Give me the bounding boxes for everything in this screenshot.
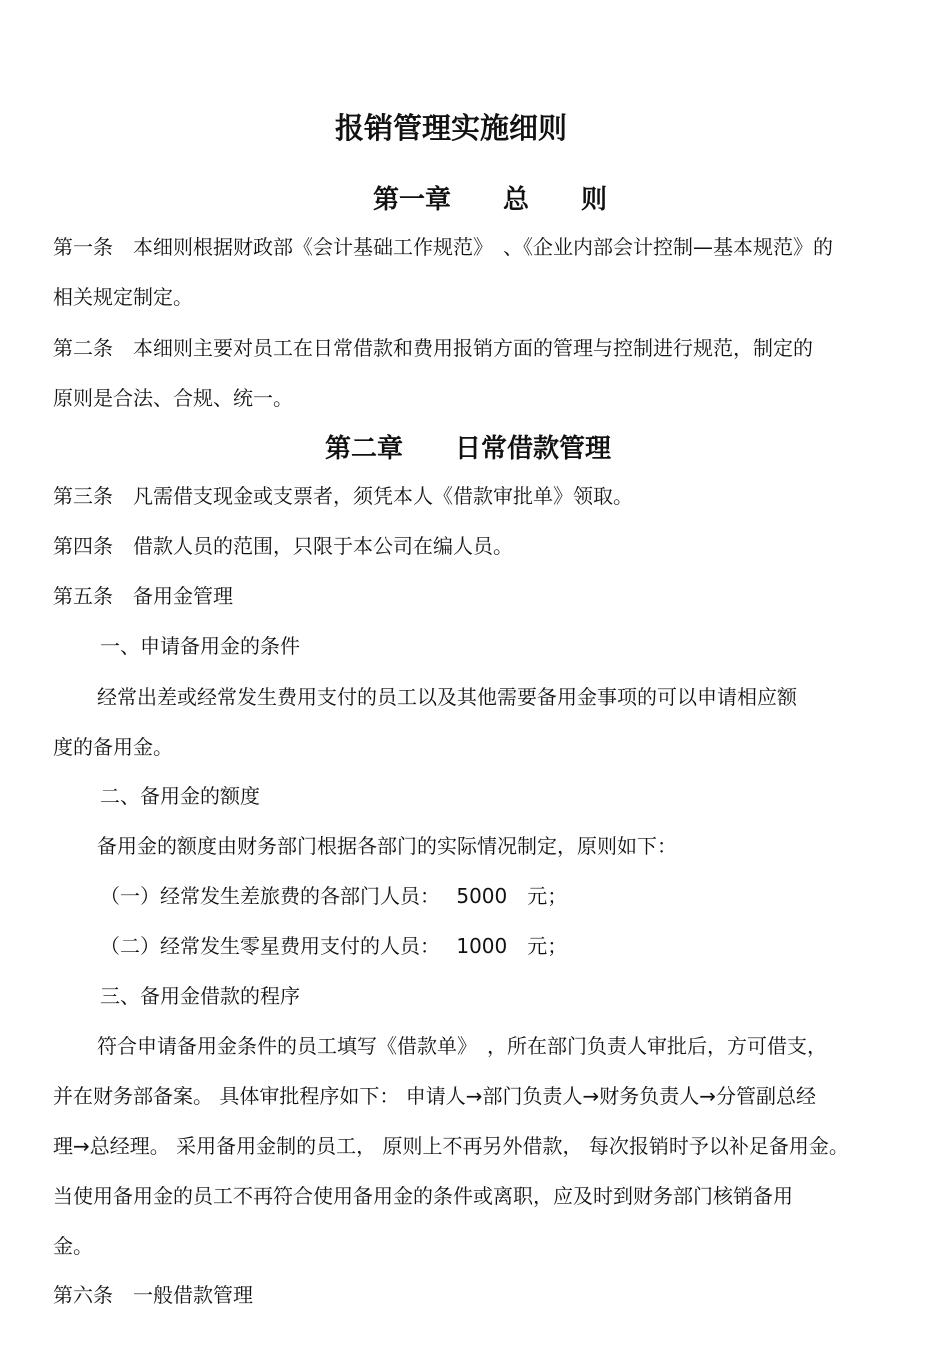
section-1-heading: 一、申请备用金的条件	[100, 634, 300, 658]
section-2-text: 备用金的额度由财务部门根据各部门的实际情况制定，原则如下：	[97, 834, 677, 858]
article-1-line-1: 第一条 本细则根据财政部《会计基础工作规范》 、《企业内部会计控制—基本规范》的	[53, 235, 833, 259]
article-5-heading: 第五条 备用金管理	[53, 584, 233, 608]
chapter-2-heading: 第二章 日常借款管理	[325, 434, 612, 464]
article-2-line-2: 原则是合法、合规、统一。	[53, 386, 293, 410]
section-1-line-1: 经常出差或经常发生费用支付的员工以及其他需要备用金事项的可以申请相应额	[97, 685, 797, 709]
section-3-line-5: 金。	[53, 1234, 93, 1258]
article-3: 第三条 凡需借支现金或支票者，须凭本人《借款审批单》领取。	[53, 484, 633, 508]
section-3-heading: 三、备用金借款的程序	[100, 984, 300, 1008]
document-title: 报销管理实施细则	[335, 111, 568, 145]
section-2-item-2: （二）经常发生零星费用支付的人员： 1000 元；	[100, 934, 568, 958]
section-2-heading: 二、备用金的额度	[100, 784, 260, 808]
section-3-line-3: 理→总经理。 采用备用金制的员工， 原则上不再另外借款， 每次报销时予以补足备用金。	[53, 1134, 849, 1158]
article-6-heading: 第六条 一般借款管理	[53, 1283, 253, 1307]
chapter-1-heading: 第一章 总 则	[373, 185, 608, 215]
section-3-line-1: 符合申请备用金条件的员工填写《借款单》 ，所在部门负责人审批后，方可借支，	[97, 1034, 827, 1058]
section-3-line-4: 当使用备用金的员工不再符合使用备用金的条件或离职，应及时到财务部门核销备用	[53, 1184, 793, 1208]
article-4: 第四条 借款人员的范围，只限于本公司在编人员。	[53, 534, 513, 558]
section-1-line-2: 度的备用金。	[53, 735, 173, 759]
section-3-line-2: 并在财务部备案。 具体审批程序如下： 申请人→部门负责人→财务负责人→分管副总经	[53, 1084, 816, 1108]
section-2-item-1: （一）经常发生差旅费的各部门人员： 5000 元；	[100, 884, 568, 908]
article-1-line-2: 相关规定制定。	[53, 285, 193, 309]
article-2-line-1: 第二条 本细则主要对员工在日常借款和费用报销方面的管理与控制进行规范，制定的	[53, 336, 813, 360]
